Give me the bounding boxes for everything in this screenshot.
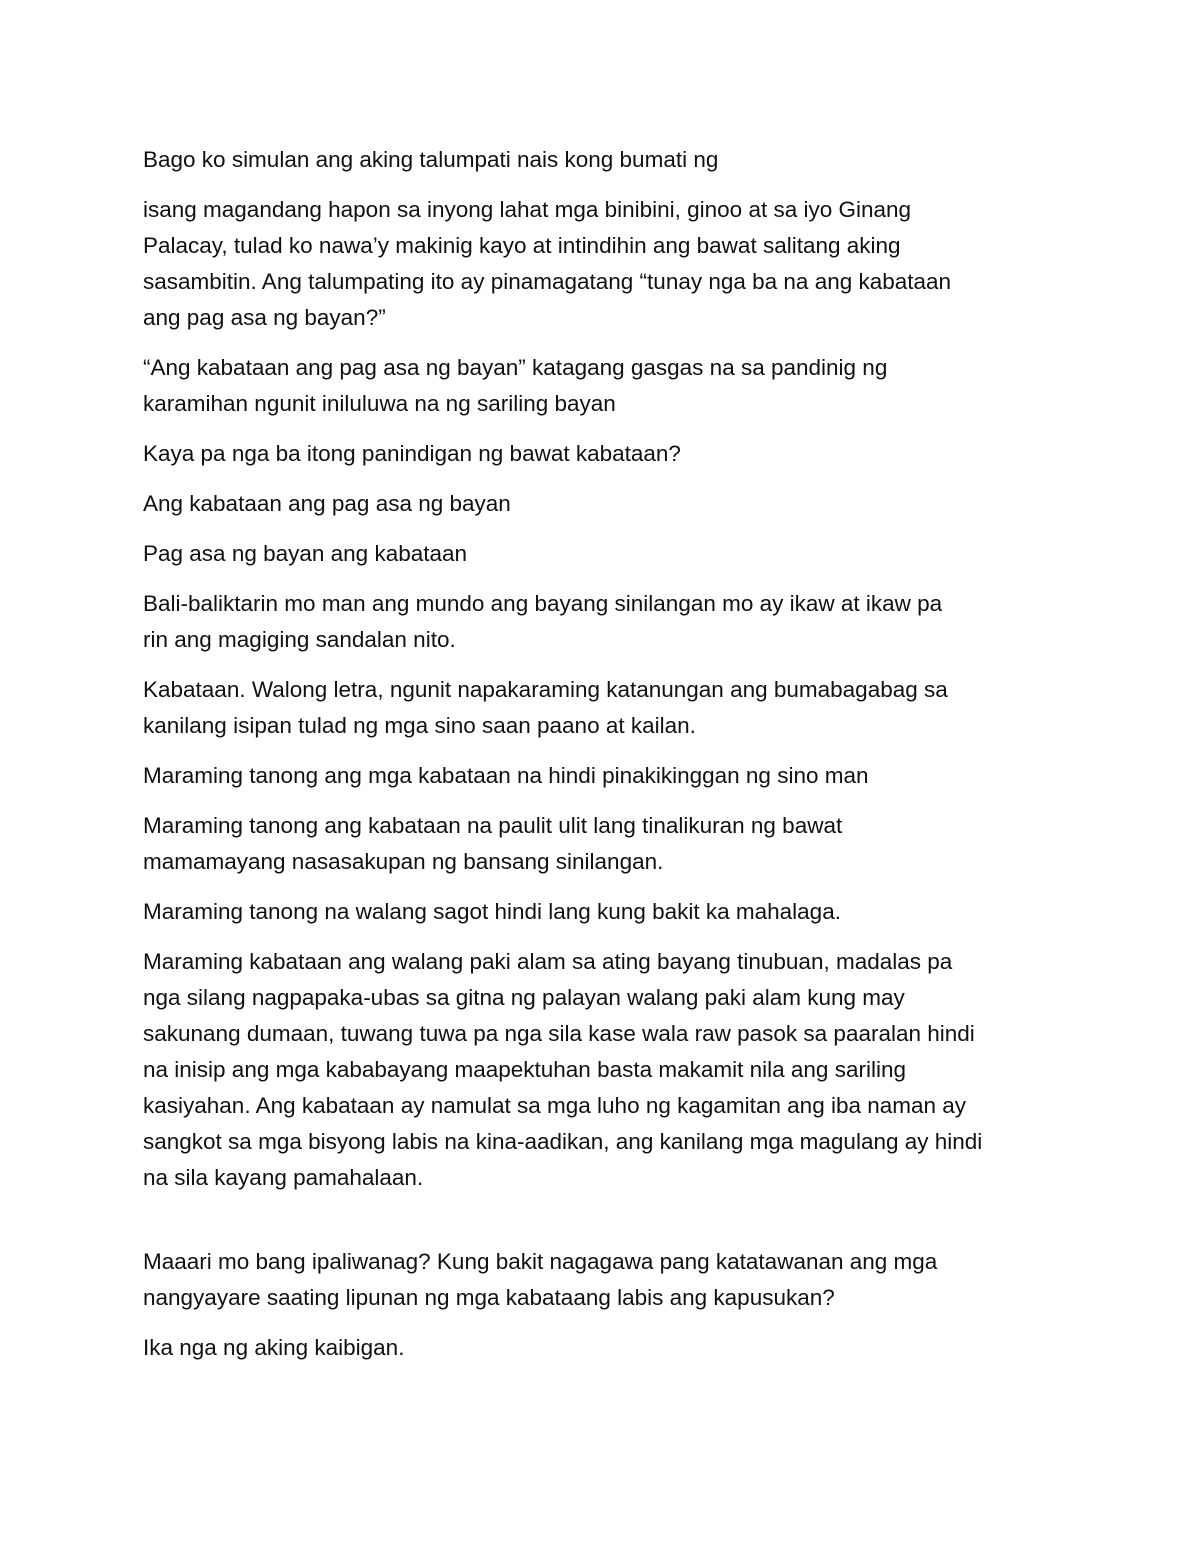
paragraph-ika-nga: Ika nga ng aking kaibigan. [143, 1335, 405, 1360]
paragraph-maraming-kabataan: Maraming kabataan ang walang paki alam sa ating bayang tinubuan, madalas pa nga silang nagpapaka-ubas sa gitna ng palayan walang paki alam kung may sakunang dumaan, tuwang tuwa pa nga sila kase wala raw pasok sa paaralan hindi na inisip ang mga kababayang maapektuhan basta makamit nila ang sariling kasiyahan. Ang kabataan ay namulat sa mga luho ng kagamitan ang iba naman ay sangkot sa mga bisyong labis na kina-aadikan, ang kanilang mga magulang ay hindi na sila kayang pamahalaan. [143, 949, 983, 1190]
paragraph-greeting: isang magandang hapon sa inyong lahat mga binibini, ginoo at sa iyo Ginang Palacay, tulad ko nawa’y makinig kayo at intindihin ang bawat salitang aking sasambitin. Ang talumpating ito ay pinamagatang “tunay nga ba na ang kabataan ang pag asa ng bayan?” [143, 197, 952, 330]
paragraph-greeting-intro: Bago ko simulan ang aking talumpati nais kong bumati ng [143, 147, 719, 172]
paragraph-maaari: Maaari mo bang ipaliwanag? Kung bakit nagagawa pang katatawanan ang mga nangyayare saating lipunan ng mga kabataang labis ang kapusukan? [143, 1249, 938, 1310]
paragraph-maraming-tanong-1: Maraming tanong ang mga kabataan na hindi pinakikinggan ng sino man [143, 763, 869, 788]
paragraph-line-1: Ang kabataan ang pag asa ng bayan [143, 491, 511, 516]
paragraph-kabataan: Kabataan. Walong letra, ngunit napakaraming katanungan ang bumabagabag sa kanilang isipan tulad ng mga sino saan paano at kailan. [143, 677, 948, 738]
paragraph-question: Kaya pa nga ba itong panindigan ng bawat kabataan? [143, 441, 681, 466]
paragraph-quote: “Ang kabataan ang pag asa ng bayan” katagang gasgas na sa pandinig ng karamihan ngunit iniluluwa na ng sariling bayan [143, 355, 888, 416]
paragraph-line-2: Pag asa ng bayan ang kabataan [143, 541, 468, 566]
paragraph-maraming-tanong-2: Maraming tanong ang kabataan na paulit ulit lang tinalikuran ng bawat mamamayang nasasakupan ng bansang sinilangan. [143, 813, 843, 874]
paragraph-maraming-tanong-3: Maraming tanong na walang sagot hindi lang kung bakit ka mahalaga. [143, 899, 841, 924]
paragraph-bali-baliktarin: Bali-baliktarin mo man ang mundo ang bayang sinilangan mo ay ikaw at ikaw pa rin ang magiging sandalan nito. [143, 591, 943, 652]
